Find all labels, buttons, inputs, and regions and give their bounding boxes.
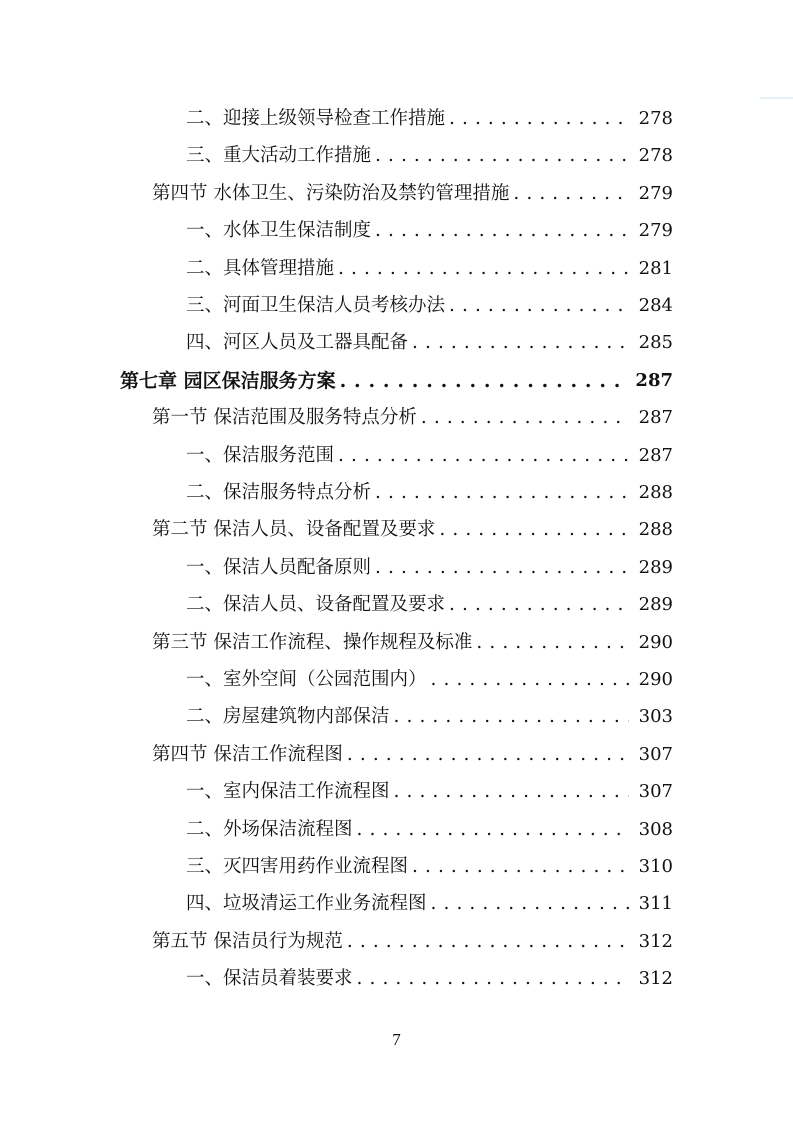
toc-entry-label: 三、灭四害用药作业流程图 [186,856,409,877]
toc-entry-label: 二、保洁服务特点分析 [186,482,372,503]
toc-chapter-entry[interactable] [120,366,673,396]
toc-entry[interactable] [186,141,673,171]
toc-entry-label: 二、迎接上级领导检查工作措施 [186,108,446,129]
toc-entry-page: 303 [638,706,673,727]
page-number: 7 [392,1030,401,1049]
toc-entry[interactable] [152,403,673,433]
toc-entry-label: 第四节 水体卫生、污染防治及禁钓管理措施 [152,183,510,204]
toc-entry[interactable] [152,927,673,957]
toc-entry-page: 287 [638,445,673,466]
toc-entry-label: 第三节 保洁工作流程、操作规程及标准 [152,632,473,653]
dot-leader [476,628,628,658]
toc-entry-label: 第七章 园区保洁服务方案 [120,370,336,392]
toc-entry-label: 一、水体卫生保洁制度 [186,220,372,241]
dot-leader [449,590,629,620]
toc-entry-page: 287 [638,407,673,428]
toc-entry[interactable] [186,441,673,471]
dot-leader [431,889,629,919]
dot-leader [347,927,629,957]
toc-entry-label: 一、室外空间（公园范围内） [186,669,427,690]
toc-entry[interactable] [186,889,673,919]
toc-entry[interactable] [152,628,673,658]
toc-entry[interactable] [186,815,673,845]
dot-leader [513,179,628,209]
toc-entry[interactable] [152,515,673,545]
toc-entry-label: 二、保洁人员、设备配置及要求 [186,594,446,615]
toc-entry[interactable] [152,179,673,209]
dot-leader [347,740,629,770]
toc-entry-page: 289 [638,557,673,578]
toc-entry-page: 278 [638,145,673,166]
toc-entry-page: 284 [638,295,673,316]
toc-entry[interactable] [186,478,673,508]
toc-entry[interactable] [186,291,673,321]
corner-mark [760,97,793,99]
toc-entry-label: 一、保洁人员配备原则 [186,557,372,578]
dot-leader [357,964,629,994]
dot-leader [431,665,629,695]
toc-entry-page: 312 [638,931,673,952]
toc-entry-page: 289 [638,594,673,615]
toc-entry-page: 279 [638,183,673,204]
toc-entry-label: 第一节 保洁范围及服务特点分析 [152,407,417,428]
toc-entry-page: 311 [638,893,673,914]
dot-leader [439,515,628,545]
dot-leader [412,328,629,358]
toc-entry-page: 287 [635,370,673,391]
toc-entry-label: 三、重大活动工作措施 [186,145,372,166]
toc-entry[interactable] [186,777,673,807]
toc-entry-label: 二、具体管理措施 [186,258,335,279]
toc-entry[interactable] [186,254,673,284]
dot-leader [375,141,629,171]
toc-entry-page: 290 [638,669,673,690]
dot-leader [449,291,629,321]
toc-entry[interactable] [186,665,673,695]
toc-entry-label: 第四节 保洁工作流程图 [152,744,343,765]
dot-leader [394,702,629,732]
toc-entry-label: 第二节 保洁人员、设备配置及要求 [152,519,436,540]
dot-leader [394,777,629,807]
toc-entry[interactable] [186,216,673,246]
dot-leader [375,553,629,583]
toc-entry[interactable] [186,104,673,134]
toc-entry[interactable] [186,702,673,732]
toc-entry[interactable] [186,590,673,620]
toc-entry-label: 一、保洁服务范围 [186,445,335,466]
dot-leader [375,216,629,246]
toc-entry-page: 288 [638,482,673,503]
toc-entry-page: 281 [638,258,673,279]
toc-entry-page: 285 [638,332,673,353]
toc-entry-label: 一、保洁员着装要求 [186,968,353,989]
toc-entry-page: 307 [638,744,673,765]
toc-entry-label: 第五节 保洁员行为规范 [152,931,343,952]
toc-entry[interactable] [152,740,673,770]
toc-entry-page: 308 [638,819,673,840]
toc-entry-page: 310 [638,856,673,877]
toc-entry[interactable] [186,328,673,358]
toc-entry[interactable] [186,964,673,994]
toc-entry-page: 288 [638,519,673,540]
toc-entry-label: 四、垃圾清运工作业务流程图 [186,893,427,914]
toc-entry-page: 307 [638,781,673,802]
dot-leader [412,852,629,882]
toc-entry-label: 二、外场保洁流程图 [186,819,353,840]
toc-entry-label: 三、河面卫生保洁人员考核办法 [186,295,446,316]
toc-entry-label: 四、河区人员及工器具配备 [186,332,409,353]
dot-leader [375,478,629,508]
dot-leader [338,254,629,284]
dot-leader [340,366,626,396]
dot-leader [421,403,629,433]
dot-leader [338,441,629,471]
dot-leader [449,104,629,134]
toc-entry-page: 312 [638,968,673,989]
toc-entry-page: 279 [638,220,673,241]
toc-entry-label: 一、室内保洁工作流程图 [186,781,390,802]
toc-entry[interactable] [186,852,673,882]
toc-entry[interactable] [186,553,673,583]
toc-entry-page: 290 [638,632,673,653]
toc-entry-page: 278 [638,108,673,129]
toc-entry-label: 二、房屋建筑物内部保洁 [186,706,390,727]
dot-leader [357,815,629,845]
